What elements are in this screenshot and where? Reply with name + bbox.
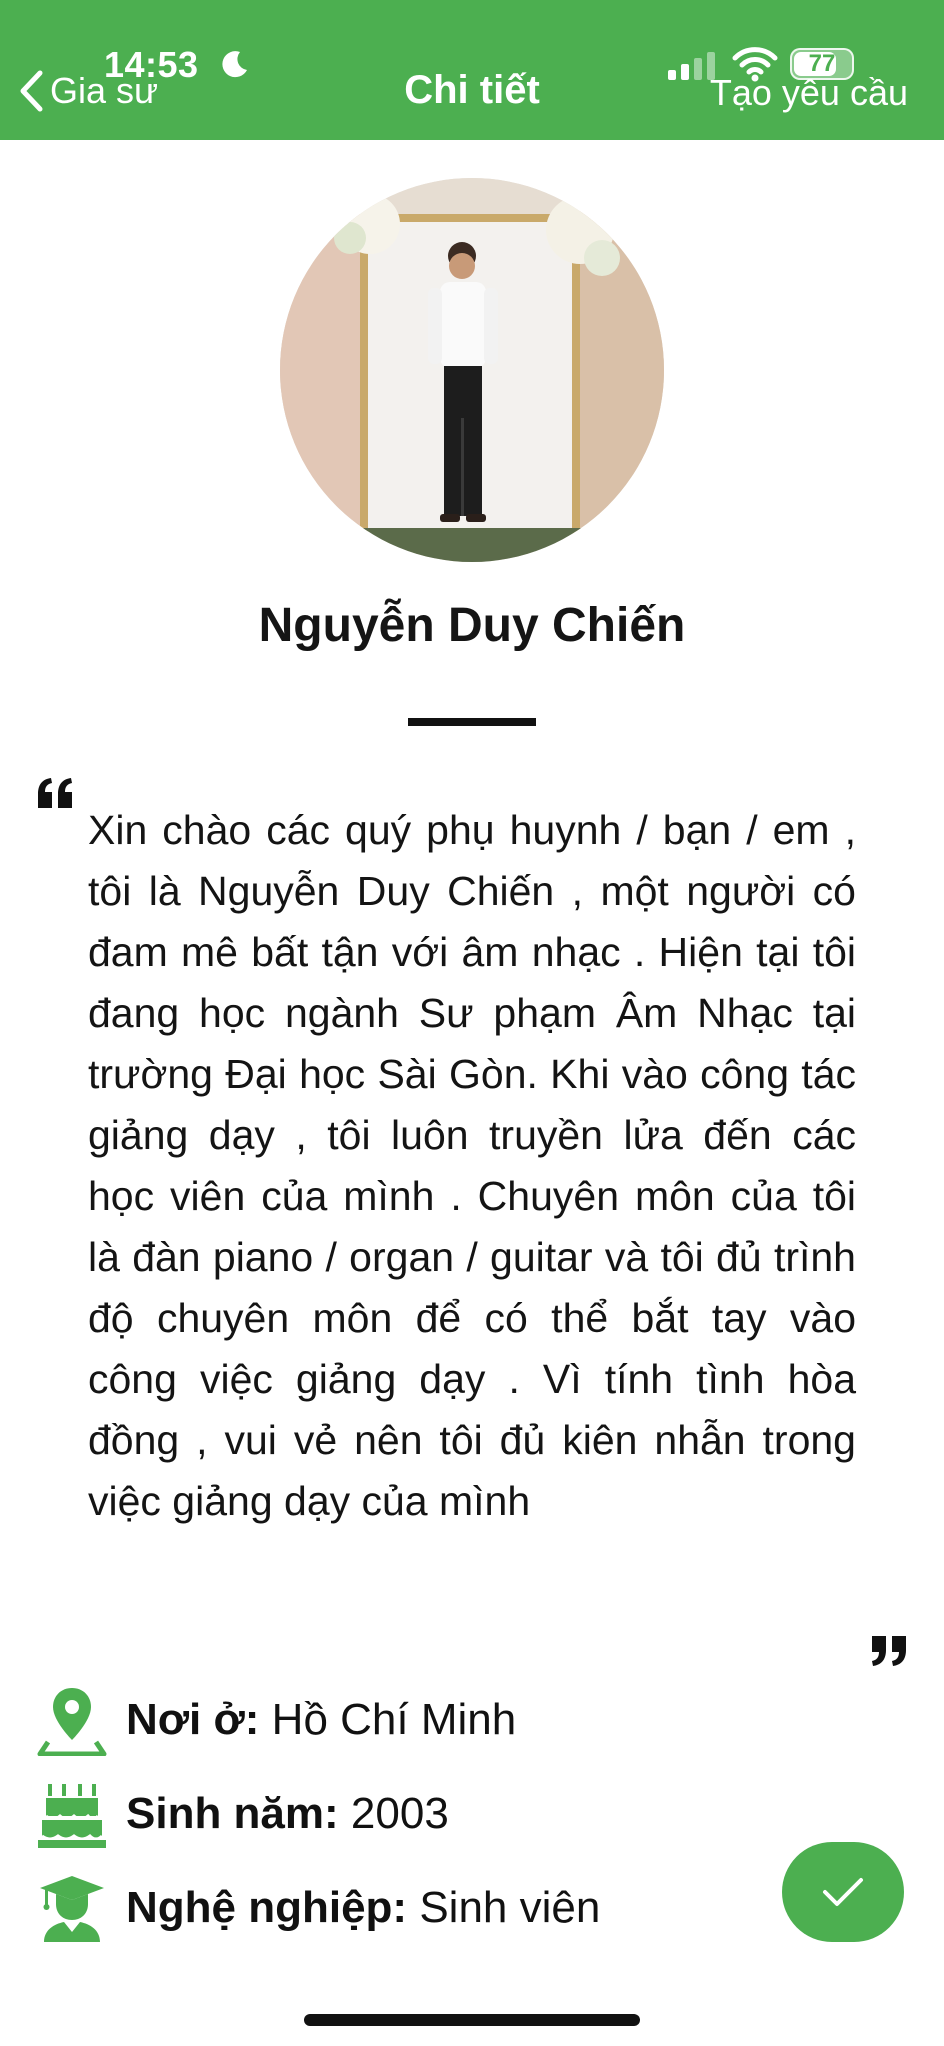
location-label: Nơi ở: [126, 1695, 260, 1744]
quote-close-icon [868, 1634, 908, 1668]
tutor-bio: Xin chào các quý phụ huynh / bạn / em , tôi là Nguyễn Duy Chiến , một người có đam mê bất tận với âm nhạc . Hiện tại tôi đang học ngành Sư phạm Âm Nhạc tại trường Đại học Sài Gòn. Khi vào công tác giảng dạy , tôi luôn truyền lửa đến các học viên của mình . Chuyên môn của tôi là đàn piano / organ / guitar và tôi đủ trình độ chuyên môn để có thể bắt tay vào công việc giảng dạy . Vì tính tình hòa đồng , vui vẻ nên tôi đủ kiên nhẫn trong việc giảng dạy của mình [88, 807, 856, 1524]
birth-year-label: Sinh năm: [126, 1789, 339, 1838]
birth-year-value: 2003 [338, 1789, 449, 1838]
birthday-cake-icon [36, 1778, 108, 1850]
create-request-button[interactable]: Tạo yêu cầu [709, 72, 908, 113]
back-button-label: Gia sư [50, 70, 159, 111]
quote-open-icon [36, 776, 76, 810]
info-birth-year [36, 1776, 449, 1852]
status-time: 14:53 [104, 44, 199, 85]
avatar-photo [280, 178, 664, 562]
location-pin-icon [36, 1684, 108, 1756]
confirm-button[interactable] [782, 1842, 904, 1942]
tutor-name: Nguyễn Duy Chiến [258, 599, 686, 652]
info-occupation [36, 1870, 600, 1946]
home-indicator[interactable] [304, 2014, 640, 2026]
page-title: Chi tiết [404, 68, 540, 112]
occupation-label: Nghệ nghiệp: [126, 1883, 408, 1932]
info-location [36, 1682, 516, 1758]
avatar [280, 178, 664, 562]
divider [408, 718, 536, 726]
battery-percent: 77 [808, 50, 836, 77]
graduate-icon [36, 1872, 108, 1944]
checkmark-icon [821, 1874, 865, 1910]
location-value: Hồ Chí Minh [259, 1695, 517, 1744]
occupation-value: Sinh viên [407, 1883, 601, 1932]
nav-bar [0, 0, 944, 140]
